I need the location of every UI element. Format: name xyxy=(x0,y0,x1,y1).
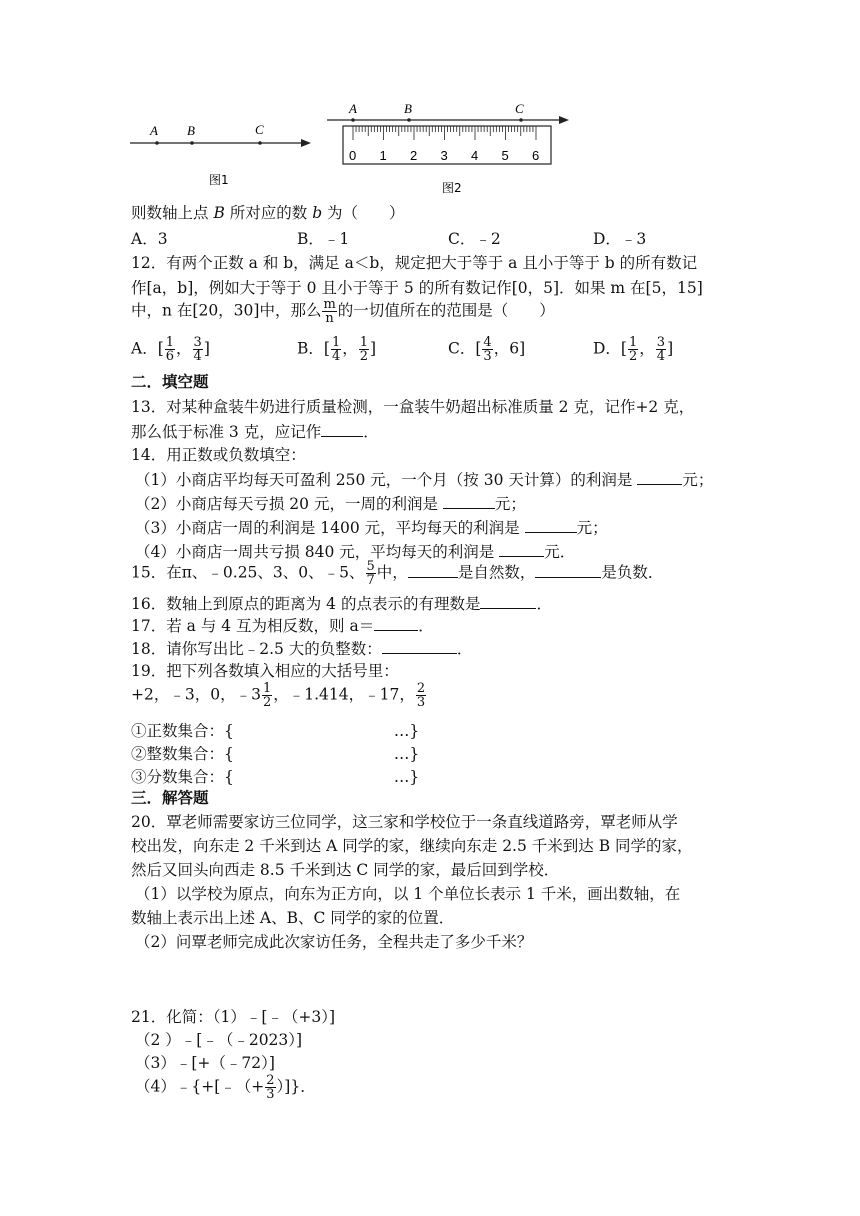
ruler-tick-label: 6 xyxy=(532,148,540,163)
q14-blank-1 xyxy=(637,468,682,485)
q21-item-4: （4）﹣{+[﹣（+ $\frac{2}{3}$ ）]}． xyxy=(135,1073,316,1102)
section-2-heading: 二．填空题 xyxy=(131,373,209,391)
q12-line-2: 作[a，b]，例如大于等于 0 且小于等于 5 的所有数记作[0，5]．如果 m 在[5，15] xyxy=(131,279,703,297)
q19-set-integer: ②整数集合：{ …} xyxy=(131,745,420,763)
q11-option-a: A．3 xyxy=(131,230,168,248)
q12-option-b: B．[ $\frac{1}{4}$ ， $\frac{1}{2}$ ] xyxy=(297,335,377,364)
q14-item-4: （4）小商店一周共亏损 840 元，平均每天的利润是 元． xyxy=(135,540,575,563)
q13-line-1: 13．对某种盒装牛奶进行质量检测，一盒装牛奶超出标准质量 2 克，记作+2 克， xyxy=(131,398,695,416)
q19-set-fraction: ③分数集合：{ …} xyxy=(131,768,420,786)
q20-line-2: 校出发，向东走 2 千米到达 A 同学的家，继续向东走 2.5 千米到达 B 同学的家， xyxy=(131,837,693,855)
q12-fraction-m-n: $\frac{m}{n}$ xyxy=(323,297,336,326)
q11-stem: 则数轴上点 B 所对应的数 b 为（ ） xyxy=(131,204,405,222)
ruler-tick-label: 5 xyxy=(501,148,509,163)
q14-blank-3 xyxy=(525,516,577,533)
q16: 16．数轴上到原点的距离为 4 的点表示的有理数是 ． xyxy=(131,592,552,615)
q17: 17．若 a 与 4 互为相反数，则 a＝ ． xyxy=(131,614,434,637)
q14-title: 14．用正数或负数填空： xyxy=(131,446,306,464)
q12-option-c: C．[ $\frac{4}{3}$ ，6] xyxy=(448,335,526,364)
q14-blank-2 xyxy=(443,492,495,509)
fig1-point-b: B xyxy=(187,123,195,138)
q21-fraction: $\frac{2}{3}$ xyxy=(266,1073,275,1102)
q20-line-4: （1）以学校为原点，向东为正方向，以 1 个单位长表示 1 千米，画出数轴，在 xyxy=(135,885,681,903)
q19-title: 19．把下列各数填入相应的大括号里： xyxy=(131,662,399,680)
q17-blank xyxy=(374,614,418,631)
q12-line-1: 12．有两个正数 a 和 b，满足 a＜b，规定把大于等于 a 且小于等于 b 的所有数记 xyxy=(131,254,698,272)
q20-line-3: 然后又回头向西走 8.5 千米到达 C 同学的家，最后回到学校． xyxy=(131,861,560,879)
fig1-point-a: A xyxy=(150,123,158,138)
q14-item-1: （1）小商店平均每天可盈利 250 元，一个月（按 30 天计算）的利润是 元； xyxy=(135,468,713,491)
figure-1-number-line xyxy=(125,118,320,188)
q19-set-positive: ①正数集合：{ …} xyxy=(131,722,420,740)
ruler-tick-label: 1 xyxy=(379,148,387,163)
q18: 18．请你写出比﹣2.5 大的负整数： ． xyxy=(131,637,472,660)
section-3-heading: 三．解答题 xyxy=(131,789,209,807)
q20-line-5: 数轴上表示出上述 A、B、C 同学的家的位置． xyxy=(131,909,455,927)
fig1-point-c: C xyxy=(255,122,264,137)
q15-blank-natural xyxy=(408,561,458,578)
ruler-tick-label: 2 xyxy=(410,148,418,163)
q18-blank xyxy=(382,637,457,654)
q11-option-b: B．﹣1 xyxy=(297,230,350,248)
fig2-point-b: B xyxy=(404,101,412,116)
q14-item-3: （3）小商店一周的利润是 1400 元，平均每天的利润是 元； xyxy=(135,516,608,539)
q21-item-3: （3）﹣[+（﹣72）] xyxy=(135,1054,275,1072)
q21-title: 21．化简：（1）﹣[﹣（+3）] xyxy=(131,1008,336,1026)
q12-option-a: A．[ $\frac{1}{6}$ ， $\frac{3}{4}$ ] xyxy=(131,335,210,364)
ruler-tick-label: 3 xyxy=(440,148,448,163)
q13-line-2: 那么低于标准 3 克，应记作 ． xyxy=(131,420,379,443)
q12-line-3: 中，n 在[20，30]中，那么 $\frac{m}{n}$ 的一切值所在的范围是（ ） xyxy=(131,297,555,326)
q16-blank xyxy=(480,592,536,609)
figure-2-ruler xyxy=(325,98,575,198)
fig2-point-a: A xyxy=(349,101,357,116)
q13-answer-blank xyxy=(321,420,363,437)
q15-fraction: $\frac{5}{7}$ xyxy=(366,559,375,588)
ruler-tick-label: 4 xyxy=(471,148,479,163)
fig1-caption: 图1 xyxy=(209,173,229,187)
q15-blank-negative xyxy=(535,561,601,578)
q20-line-1: 20．覃老师需要家访三位同学，这三家和学校位于一条直线道路旁，覃老师从学 xyxy=(131,813,678,831)
q11-option-d: D．﹣3 xyxy=(593,230,647,248)
q14-blank-4 xyxy=(499,540,544,557)
ruler-ticks xyxy=(349,126,539,163)
ruler-tick-label: 0 xyxy=(349,148,357,163)
q14-item-2: （2）小商店每天亏损 20 元，一周的利润是 元； xyxy=(135,492,526,515)
q12-option-d: D．[ $\frac{1}{2}$ ， $\frac{3}{4}$ ] xyxy=(593,335,674,364)
q20-line-6: （2）问覃老师完成此次家访任务，全程共走了多少千米？ xyxy=(135,933,533,951)
q19-numbers: +2，﹣3，0，﹣3 $\frac{1}{2}$ ，﹣1.414，﹣17， $\frac{2}{3}$ xyxy=(131,681,426,710)
fig2-caption: 图2 xyxy=(442,181,462,195)
q11-option-c: C．﹣2 xyxy=(448,230,501,248)
fig2-point-c: C xyxy=(515,101,524,116)
q15: 15．在π、﹣0.25、3、0、﹣5、 $\frac{5}{7}$ 中， 是自然数， 是负数． xyxy=(131,559,664,588)
q21-item-2: （2 ）﹣[﹣（﹣2023）] xyxy=(135,1031,303,1049)
